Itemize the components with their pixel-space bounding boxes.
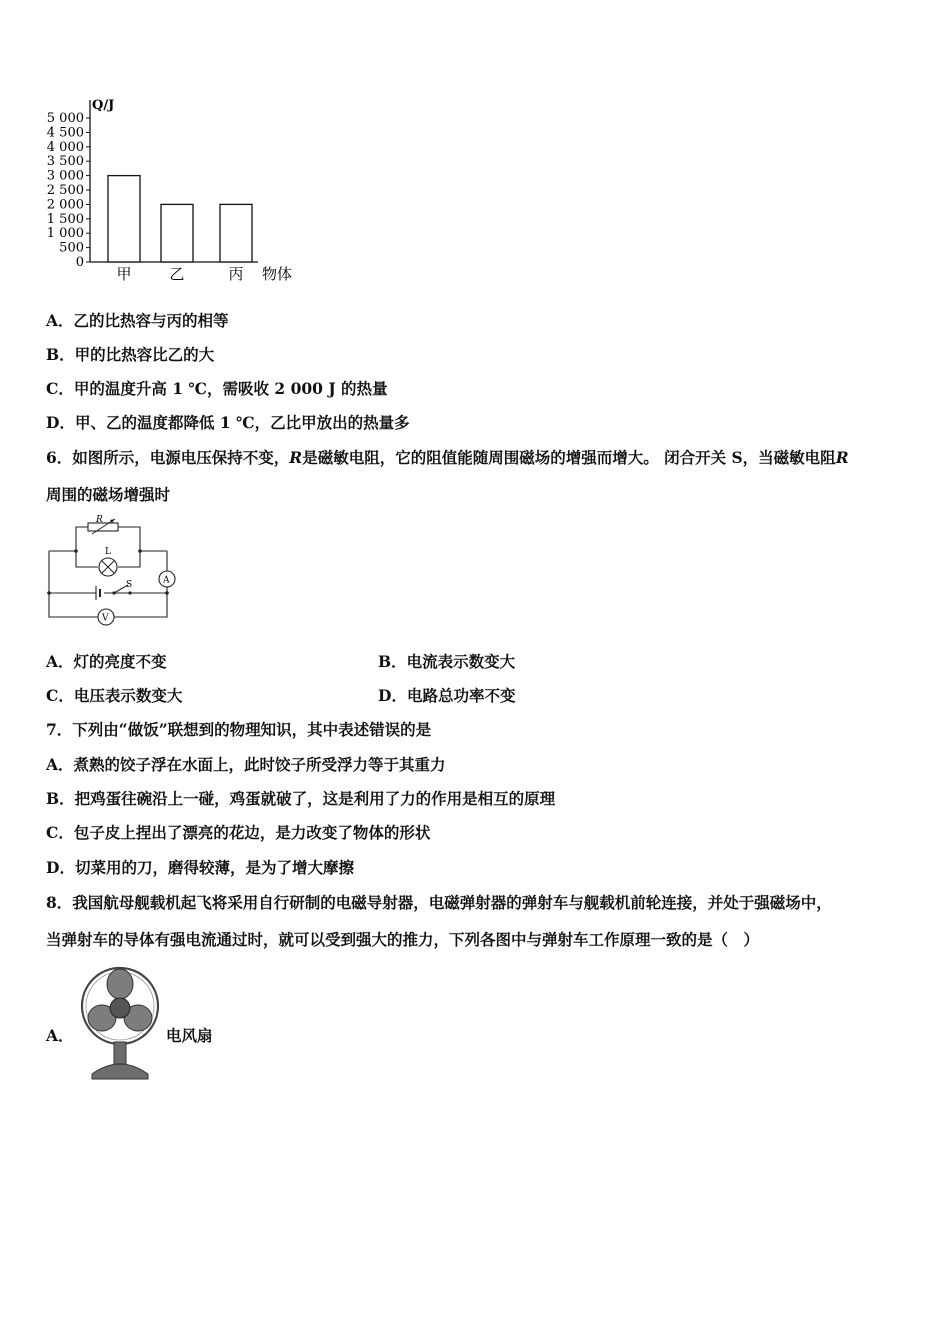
y-tick-label: 500 xyxy=(59,240,84,256)
q6-option-c: C．电压表示数变大 xyxy=(46,686,183,705)
bar-2 xyxy=(161,204,193,262)
y-tick-label: 4 000 xyxy=(46,139,84,155)
q6-stem-line2: 周围的磁场增强时 xyxy=(46,485,171,504)
label-v: V xyxy=(102,613,109,624)
x-tick-label: 乙 xyxy=(169,265,185,283)
q5-option-d: D．甲、乙的温度都降低 1 ℃，乙比甲放出的热量多 xyxy=(46,413,410,432)
q8-option-a-caption: 电风扇 xyxy=(166,1026,213,1045)
y-tick-label: 3 000 xyxy=(46,168,84,184)
y-axis-ticks xyxy=(47,111,90,270)
x-tick-label: 丙 xyxy=(228,265,244,283)
label-a: A xyxy=(163,575,170,586)
x-tick-label: 甲 xyxy=(116,265,132,283)
q7-option-b: B．把鸡蛋往碗沿上一碰，鸡蛋就破了，这是利用了力的作用是相互的原理 xyxy=(46,789,556,808)
y-tick-label: 2 500 xyxy=(46,183,84,198)
q6-option-a: A．灯的亮度不变 xyxy=(46,652,167,671)
q8-stem-line2: 当弹射车的导体有强电流通过时，就可以受到强大的推力，下列各图中与弹射车工作原理一致的是（ ） xyxy=(46,930,760,949)
label-r: R xyxy=(96,515,103,525)
q5-option-b: B．甲的比热容比乙的大 xyxy=(46,345,215,364)
q8-stem-line1: 8．我国航母舰载机起飞将采用自行研制的电磁导射器，电磁弹射器的弹射车与舰载机前轮连接，并处于强磁场中， xyxy=(46,893,832,912)
q6-stem-line1: 6．如图所示，电源电压保持不变，R是磁敏电阻，它的阻值能随周围磁场的增强而增大。 闭合开关 S，当磁敏电阻R xyxy=(46,448,849,467)
q7-stem: 7．下列由“做饭”联想到的物理知识，其中表述错误的是 xyxy=(46,720,432,739)
q6-option-d: D．电路总功率不变 xyxy=(378,686,516,705)
label-s: S xyxy=(126,580,133,590)
y-axis-label: Q/J xyxy=(92,98,115,113)
q5-option-a: A．乙的比热容与丙的相等 xyxy=(46,311,229,330)
label-l: L xyxy=(105,547,111,557)
y-tick-label: 0 xyxy=(75,255,84,270)
x-axis-label: 物体 xyxy=(262,265,293,283)
y-tick-label: 4 500 xyxy=(46,125,84,141)
q5-option-c: C．甲的温度升高 1 ℃，需吸收 2 000 J 的热量 xyxy=(46,379,388,398)
y-tick-label: 3 500 xyxy=(46,154,84,170)
y-tick-label: 5 000 xyxy=(46,111,84,126)
y-tick-label: 2 000 xyxy=(46,197,84,213)
circuit-diagram xyxy=(42,513,182,633)
bars xyxy=(108,176,252,262)
electric-fan-image xyxy=(78,962,162,1086)
y-tick-label: 1 000 xyxy=(46,226,84,242)
q7-option-c: C．包子皮上捏出了漂亮的花边，是力改变了物体的形状 xyxy=(46,823,431,842)
x-tick-labels xyxy=(116,265,243,283)
bar-3 xyxy=(220,204,252,262)
q8-option-a-label: A． xyxy=(46,1026,74,1045)
q6-option-b: B．电流表示数变大 xyxy=(378,652,516,671)
q7-option-d: D．切菜用的刀，磨得较薄，是为了增大摩擦 xyxy=(46,858,354,877)
bar-1 xyxy=(108,176,140,262)
bar-chart xyxy=(36,92,306,287)
q7-option-a: A．煮熟的饺子浮在水面上，此时饺子所受浮力等于其重力 xyxy=(46,755,446,774)
y-tick-label: 1 500 xyxy=(46,211,84,227)
